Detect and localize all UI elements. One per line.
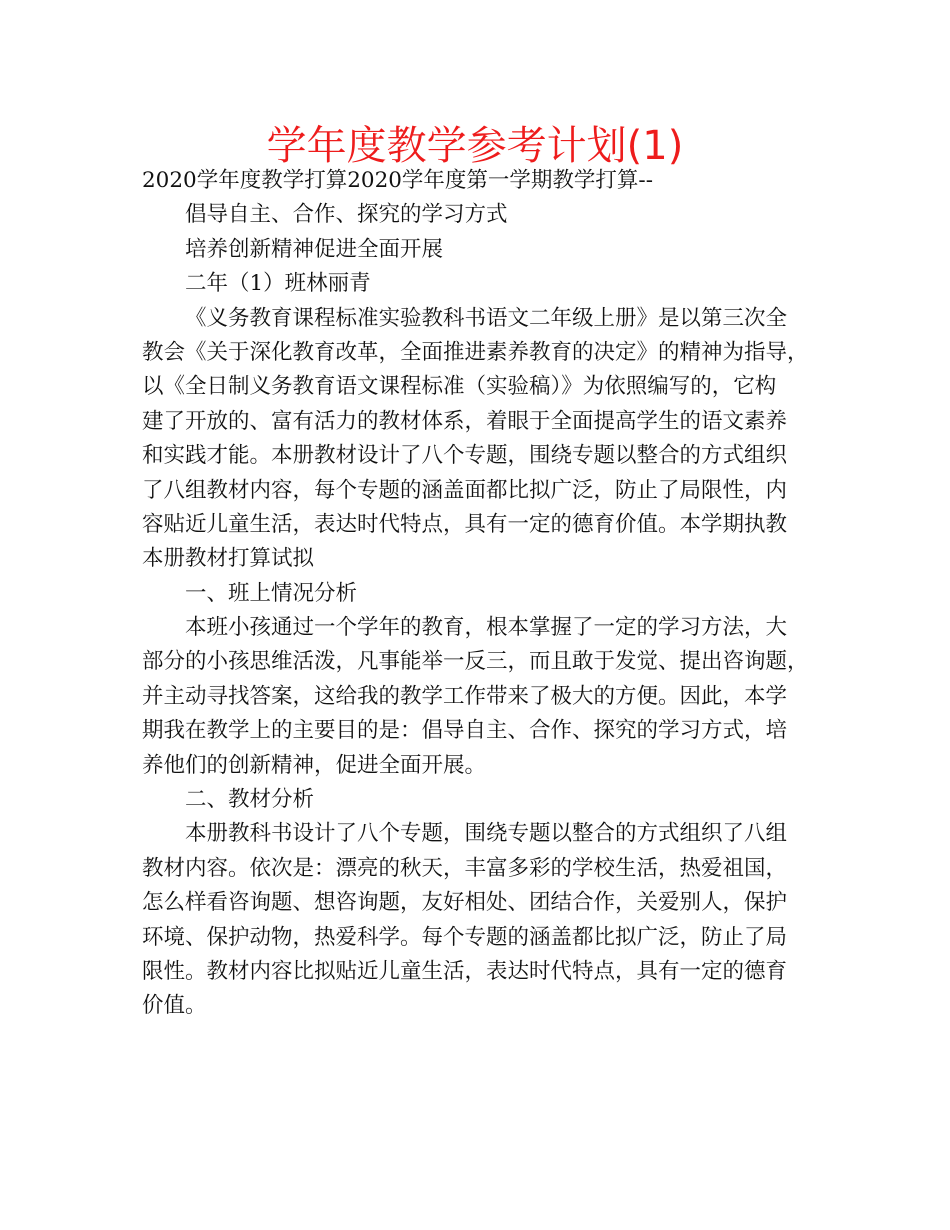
text-line: 2020学年度教学打算2020学年度第一学期教学打算-- bbox=[142, 168, 653, 193]
text-line: 容贴近儿童生活，表达时代特点，具有一定的德育价值。本学期执教 bbox=[142, 511, 788, 537]
text-line: 二、教材分析 bbox=[185, 787, 315, 813]
text-line: 部分的小孩思维活泼，凡事能举一反三，而且敢于发觉、提出咨询题， bbox=[142, 649, 809, 675]
text-line: 本册教科书设计了八个专题，围绕专题以整合的方式组织了八组 bbox=[185, 821, 788, 847]
text-line: 建了开放的、富有活力的教材体系，着眼于全面提高学生的语文素养 bbox=[142, 408, 788, 434]
text-line: 养他们的创新精神，促进全面开展。 bbox=[142, 752, 487, 778]
text-line: 价值。 bbox=[142, 993, 207, 1019]
text-line: 《义务教育课程标准实验教科书语文二年级上册》是以第三次全 bbox=[185, 305, 788, 331]
text-line: 并主动寻找答案，这给我的教学工作带来了极大的方便。因此，本学 bbox=[142, 683, 788, 709]
text-line: 本册教材打算试拟 bbox=[142, 546, 315, 572]
text-line: 以《全日制义务教育语文课程标准（实验稿）》为依照编写的，它构 bbox=[142, 374, 777, 400]
text-line: 培养创新精神促进全面开展 bbox=[185, 236, 444, 262]
document-title: 学年度教学参考计划(1) bbox=[266, 123, 684, 169]
text-line: 一、班上情况分析 bbox=[185, 580, 358, 606]
text-line: 本班小孩通过一个学年的教育，根本掌握了一定的学习方法，大 bbox=[185, 615, 788, 641]
text-line: 怎么样看咨询题、想咨询题，友好相处、团结合作，关爱别人，保护 bbox=[142, 890, 788, 916]
document-body bbox=[142, 164, 812, 1024]
text-line: 环境、保护动物，热爱科学。每个专题的涵盖都比拟广泛，防止了局 bbox=[142, 924, 788, 950]
text-line: 倡导自主、合作、探究的学习方式 bbox=[185, 202, 508, 228]
text-line: 二年（1）班林丽青 bbox=[185, 271, 371, 297]
text-line: 了八组教材内容，每个专题的涵盖面都比拟广泛，防止了局限性，内 bbox=[142, 477, 788, 503]
text-line: 教会《关于深化教育改革，全面推进素养教育的决定》的精神为指导， bbox=[142, 339, 809, 365]
text-line: 期我在教学上的主要目的是：倡导自主、合作、探究的学习方式，培 bbox=[142, 718, 788, 744]
text-line: 教材内容。依次是：漂亮的秋天，丰富多彩的学校生活，热爱祖国， bbox=[142, 855, 788, 881]
text-line: 和实践才能。本册教材设计了八个专题，围绕专题以整合的方式组织 bbox=[142, 443, 788, 469]
text-line: 限性。教材内容比拟贴近儿童生活，表达时代特点，具有一定的德育 bbox=[142, 958, 788, 984]
